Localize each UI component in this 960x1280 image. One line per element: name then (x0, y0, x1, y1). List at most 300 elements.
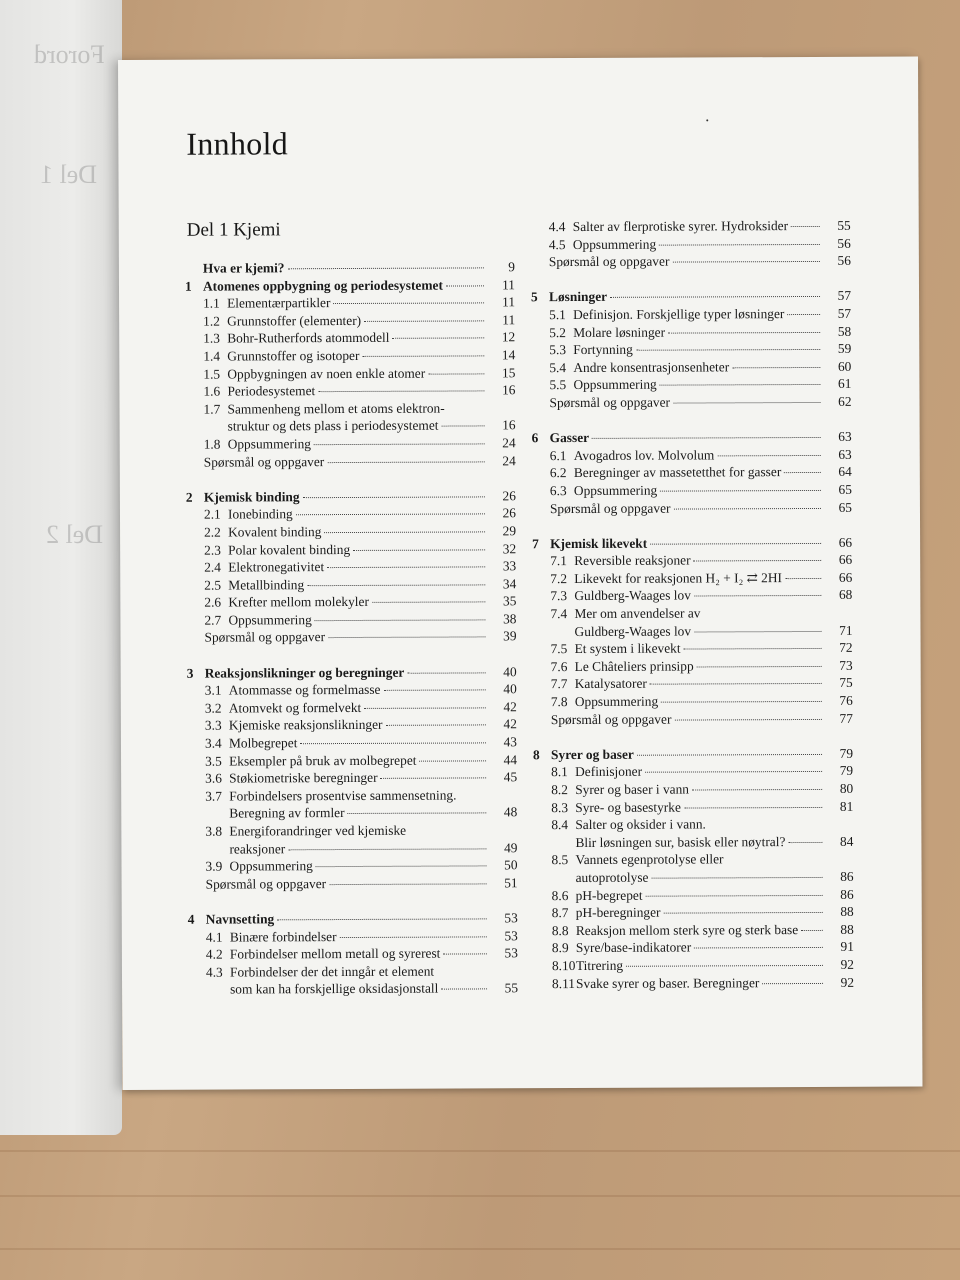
toc-entry-title: Spørsmål og oppgaver (548, 253, 670, 270)
toc-left-column (185, 258, 518, 998)
toc-page-number: 45 (503, 769, 518, 785)
toc-entry-title: Spørsmål og oppgaver (204, 629, 326, 646)
toc-entry (532, 569, 852, 588)
dot-leader (407, 672, 485, 673)
dot-leader (381, 778, 487, 779)
toc-entry-number: 8.8 (551, 922, 569, 938)
toc-entry-title: Oppsummering (573, 376, 657, 393)
toc-entry (187, 681, 517, 700)
toc-entry-title: Titrering (575, 957, 624, 973)
toc-page-number: 24 (502, 452, 516, 468)
dot-leader (650, 683, 822, 685)
toc-entry (532, 604, 852, 623)
toc-page-number: 77 (839, 710, 853, 726)
toc-page-number: 86 (840, 886, 854, 902)
toc-entry-title: Spørsmål og oppgaver (203, 453, 325, 470)
dot-leader (383, 690, 485, 691)
toc-page-number: 38 (503, 611, 517, 627)
toc-entry (534, 973, 854, 992)
dot-leader (353, 549, 485, 551)
toc-page-number: 66 (838, 569, 853, 585)
toc-entry (533, 833, 853, 852)
toc-page-number: 65 (838, 499, 852, 515)
toc-entry-number: 7.1 (550, 553, 567, 569)
toc-entry (533, 797, 853, 816)
dot-leader (694, 947, 823, 949)
toc-entry-title: Støkiometriske beregninger (229, 770, 378, 786)
toc-entry-title: Polar kovalent binding (228, 541, 351, 558)
toc-entry-title: Molbegrepet (228, 735, 298, 751)
toc-entry-title: Forbindelser mellom metall og syrerest (229, 945, 441, 962)
toc-entry-title: reaksjoner (229, 840, 286, 857)
toc-chapter-entry (531, 287, 851, 306)
toc-entry-title: Vannets egenprotolyse eller (575, 851, 724, 868)
toc-page-number: 33 (502, 558, 517, 574)
toc-entry-number: 1.4 (203, 348, 221, 364)
toc-entry-number: 5.3 (549, 342, 567, 358)
toc-entry-title: Eksempler på bruk av molbegrepet (229, 752, 417, 769)
toc-page-number: 56 (837, 252, 851, 269)
toc-page-number: 44 (503, 751, 518, 767)
toc-entry-number: 8.10 (551, 957, 576, 974)
toc-entry-number: 8.5 (551, 852, 569, 868)
toc-entry-number: 5.4 (549, 359, 567, 375)
toc-page-number: 63 (838, 428, 852, 444)
toc-entry-number: 8.7 (551, 905, 569, 921)
toc-entry-title: Avogadros lov. Molvolum (573, 447, 715, 463)
dot-leader (703, 614, 821, 615)
toc-entry-number: 3.2 (204, 700, 222, 716)
toc-spacer (533, 727, 853, 746)
toc-entry (187, 804, 517, 823)
toc-entry-number: 4.2 (205, 946, 223, 962)
toc-entry (533, 762, 853, 781)
toc-entry-number: 1.3 (203, 330, 220, 347)
dot-leader (646, 894, 823, 896)
toc-entry (533, 692, 853, 711)
toc-entry-title: Kjemisk binding (203, 488, 300, 505)
toc-entry-title: Syre/base-indikatorer (575, 939, 692, 956)
dot-leader (318, 391, 484, 393)
toc-page-number: 80 (839, 780, 854, 796)
toc-entry (531, 393, 851, 412)
toc-entry (187, 856, 517, 875)
toc-page-number: 88 (840, 903, 854, 920)
toc-page-number: 56 (837, 235, 851, 251)
toc-entry (186, 452, 516, 471)
toc-page-number: 88 (840, 921, 854, 937)
toc-entry-number: 3.3 (204, 717, 222, 734)
toc-entry-number: 1.7 (203, 401, 221, 417)
toc-entry-number: 3.7 (205, 788, 222, 804)
toc-page-number: 63 (838, 446, 852, 462)
dot-leader (287, 267, 483, 269)
toc-entry-title: som kan ha forskjellige oksidasjonstall (230, 980, 439, 997)
toc-entry-title: Grunnstoffer og isotoper (227, 347, 360, 364)
toc-page-number: 50 (504, 857, 518, 873)
toc-entry (187, 733, 517, 752)
toc-chapter-entry (532, 428, 852, 447)
dot-leader (428, 373, 484, 374)
toc-entry-title: Oppsummering (228, 612, 312, 628)
toc-page-number: 43 (503, 734, 518, 750)
toc-entry (533, 709, 853, 728)
toc-page-number: 32 (502, 540, 517, 556)
facing-page: Forord Del 1 Del 2 (0, 0, 122, 1135)
dot-leader (732, 367, 820, 368)
toc-entry-title: Gasser (549, 430, 590, 446)
toc-page-number: 40 (503, 681, 517, 697)
toc-entry-title: Atommasse og formelmasse (228, 682, 381, 698)
toc-entry-title: Kovalent binding (228, 524, 322, 540)
dot-leader (717, 455, 820, 456)
dot-leader (636, 349, 820, 351)
toc-page-number: 42 (503, 716, 517, 732)
toc-spacer (187, 645, 517, 664)
toc-entry-number: 8.4 (551, 817, 569, 833)
toc-entry (186, 540, 516, 559)
dot-leader (626, 965, 823, 967)
toc-entry-title: Oppsummering (573, 482, 658, 498)
dot-leader (441, 989, 487, 990)
toc-entry-title: Svake syrer og baser. Beregninger (575, 974, 760, 991)
toc-entry-title: Oppsummering (229, 858, 313, 874)
toc-entry-title: Elektronegativitet (228, 559, 325, 575)
toc-spacer (532, 516, 852, 535)
toc-entry-number: 3.5 (205, 753, 222, 769)
toc-entry-title: Oppbygningen av noen enkle atomer (227, 365, 426, 382)
toc-page-number: 68 (838, 587, 853, 603)
toc-entry-title: autoprotolyse (575, 869, 649, 885)
dot-leader (787, 314, 820, 315)
toc-page-number: 24 (502, 435, 516, 451)
toc-entry-number: 7.8 (550, 694, 568, 710)
dot-leader (340, 936, 487, 938)
toc-entry-title: Oppsummering (572, 236, 657, 252)
toc-entry-number: 7.4 (550, 606, 568, 622)
toc-entry (534, 903, 854, 922)
toc-page-number: 73 (839, 657, 853, 673)
toc-page-number: 16 (502, 417, 516, 433)
dot-leader (300, 742, 486, 744)
contents-page (118, 57, 922, 1090)
toc-entry-number: 6.3 (549, 482, 567, 499)
dot-leader (392, 338, 484, 339)
toc-entry (534, 885, 854, 904)
toc-entry (533, 815, 853, 834)
dot-leader (673, 402, 821, 404)
toc-entry-title: Spørsmål og oppgaver (550, 711, 672, 727)
toc-page-number: 53 (504, 945, 518, 961)
toc-entry (187, 751, 517, 770)
dot-leader (610, 296, 820, 298)
toc-entry-number: 3.1 (204, 682, 222, 698)
toc-page-number: 48 (503, 804, 518, 820)
toc-chapter-entry (185, 258, 515, 277)
toc-entry-number: 1 (184, 278, 192, 294)
toc-entry-title: Metallbinding (228, 576, 305, 593)
toc-entry (185, 399, 515, 418)
toc-entry-number: 8.3 (551, 799, 569, 815)
toc-entry-number: 5.1 (549, 307, 566, 323)
toc-entry (532, 551, 852, 570)
toc-page-number: 11 (502, 312, 516, 328)
toc-entry (185, 364, 515, 383)
dot-leader (592, 437, 821, 439)
toc-entry (531, 322, 851, 341)
toc-entry-number: 4.1 (205, 929, 223, 945)
toc-entry-number: 5.5 (549, 377, 567, 393)
toc-entry (534, 868, 854, 887)
dot-leader (441, 426, 484, 427)
toc-entry-number: 7.3 (550, 588, 568, 604)
toc-entry-number: 4 (187, 911, 195, 927)
dot-leader (788, 842, 822, 843)
toc-entry-title: pH-beregninger (575, 904, 661, 921)
dot-leader (684, 807, 822, 809)
dot-leader (385, 725, 485, 726)
dot-leader (801, 930, 823, 931)
toc-entry (185, 293, 515, 312)
toc-page-number: 92 (840, 956, 854, 972)
dot-leader (684, 648, 822, 650)
toc-entry-title: Reversible reaksjoner (574, 552, 691, 569)
toc-entry-number: 4.5 (548, 236, 566, 252)
toc-entry-number: 2 (185, 489, 193, 505)
toc-page-number: 60 (837, 358, 852, 374)
toc-entry-title: Spørsmål og oppgaver (549, 394, 671, 411)
toc-entry (532, 621, 852, 640)
toc-entry-number: 1.1 (203, 295, 220, 311)
toc-entry (187, 821, 517, 840)
toc-page-number: 42 (503, 699, 517, 715)
toc-entry-title: Reaksjon mellom sterk syre og sterk base (575, 921, 799, 938)
toc-page-number: 79 (839, 745, 854, 761)
toc-page-number: 40 (503, 663, 517, 679)
toc-entry-title: Andre konsentrasjonsenheter (573, 359, 730, 375)
toc-entry-title: Oppsummering (574, 693, 659, 710)
toc-entry-title: Salter og oksider i vann. (575, 816, 706, 833)
toc-spacer (532, 410, 852, 429)
toc-entry-title: Likevekt for reaksjonen H₂ + I₂ ⇄ 2HI (574, 569, 783, 586)
toc-page-number: 84 (839, 833, 854, 849)
toc-entry-number: 2.7 (204, 612, 222, 628)
toc-entry (185, 311, 515, 330)
toc-entry-number: 2.3 (204, 542, 221, 558)
toc-page-number: 64 (838, 464, 852, 480)
toc-entry-title: Kjemiske reaksjonslikninger (228, 717, 383, 733)
toc-entry-title: Beregning av formler (229, 805, 345, 821)
toc-entry (185, 329, 515, 348)
dot-leader (637, 754, 822, 756)
toc-entry-number: 3.6 (205, 770, 222, 786)
dot-leader (694, 631, 821, 633)
toc-page-number: 39 (503, 628, 517, 644)
page-title: Innhold (186, 125, 289, 162)
toc-entry-number: 7.6 (550, 658, 568, 674)
toc-page-number: 66 (838, 534, 853, 550)
dot-leader (651, 877, 822, 879)
dot-leader (694, 595, 821, 597)
toc-entry-title: Bohr-Rutherfords atommodell (227, 330, 390, 346)
toc-entry-title: Kjemisk likevekt (550, 535, 648, 551)
toc-page-number: 62 (838, 393, 852, 409)
dot-leader (419, 760, 486, 761)
toc-page-number: 71 (839, 622, 853, 638)
toc-entry (531, 305, 851, 324)
toc-entry (533, 674, 853, 693)
toc-entry-number: 2.6 (204, 594, 222, 610)
toc-entry (187, 768, 517, 787)
toc-entry-number: 3 (186, 665, 194, 681)
toc-entry-title: Sammenheng mellom et atoms elektron- (227, 400, 445, 417)
dot-leader (288, 848, 486, 850)
dot-leader (660, 384, 821, 386)
toc-entry (531, 375, 851, 394)
toc-entry (532, 481, 852, 500)
toc-entry (188, 874, 518, 893)
toc-page-number: 59 (837, 340, 852, 357)
dot-leader (446, 285, 484, 286)
toc-page-number: 75 (839, 675, 853, 691)
toc-entry (531, 340, 851, 359)
toc-entry-title: Periodesystemet (227, 383, 316, 399)
dot-leader (277, 918, 487, 920)
dot-leader (364, 320, 484, 322)
toc-entry (533, 639, 853, 658)
toc-entry-number: 8 (533, 746, 540, 763)
toc-chapter-entry (187, 663, 517, 682)
toc-entry-number: 1.8 (203, 436, 221, 452)
toc-entry-number: 2.1 (203, 506, 221, 522)
toc-entry-number: 6 (531, 430, 539, 446)
dot-leader (372, 602, 485, 603)
toc-entry-title: Reaksjonslikninger og beregninger (204, 664, 405, 681)
toc-page-number: 26 (502, 487, 516, 504)
toc-entry-title: Beregninger av massetetthet for gasser (573, 464, 782, 481)
dot-leader (327, 566, 485, 568)
toc-page-number: 76 (839, 692, 853, 708)
toc-entry-title: Energiforandringer ved kjemiske (229, 822, 407, 839)
toc-entry-title: Et system i likevekt (574, 640, 681, 657)
toc-entry-number: 2.2 (204, 524, 221, 540)
toc-entry (534, 921, 854, 940)
toc-entry-number: 8.6 (551, 887, 569, 903)
dot-leader (784, 472, 821, 473)
toc-entry-number: 6.1 (549, 447, 567, 463)
dot-leader (315, 619, 486, 621)
toc-page-number: 58 (837, 323, 852, 339)
part-title: Del 1 Kjemi (186, 219, 281, 241)
toc-entry-title: Spørsmål og oppgaver (205, 875, 327, 892)
toc-entry (534, 938, 854, 957)
toc-entry-title: Mer om anvendelser av (574, 605, 701, 622)
toc-entry (186, 610, 516, 629)
dot-leader (362, 355, 484, 357)
toc-entry (188, 927, 518, 946)
toc-entry-number: 5.2 (549, 324, 566, 340)
toc-chapter-entry (533, 745, 853, 764)
toc-entry-title: Definisjoner (575, 764, 643, 780)
dot-leader (659, 244, 820, 246)
dot-leader (672, 261, 820, 263)
toc-entry (188, 962, 518, 981)
toc-entry (533, 850, 853, 869)
toc-entry (185, 346, 515, 365)
dot-leader (645, 771, 822, 773)
toc-spacer (188, 892, 518, 911)
dot-leader (329, 883, 487, 885)
toc-entry-number: 1.5 (203, 366, 221, 382)
dot-leader (697, 666, 822, 668)
toc-entry (186, 628, 516, 647)
toc-page-number: 53 (504, 910, 518, 926)
toc-entry-title: Definisjon. Forskjellige typer løsninger (573, 306, 785, 322)
toc-entry (532, 498, 852, 517)
dot-leader (364, 707, 486, 709)
toc-entry-number: 7 (532, 535, 539, 551)
toc-entry (188, 980, 518, 999)
toc-entry-title: Guldberg-Waages lov (574, 587, 691, 604)
toc-entry-title: pH-begrepet (575, 887, 643, 903)
toc-page-number: 92 (840, 974, 855, 990)
dot-leader (324, 531, 485, 533)
toc-page-number: 12 (501, 329, 516, 345)
toc-entry-title: Løsninger (549, 289, 608, 305)
toc-entry (531, 234, 851, 253)
toc-page-number: 53 (504, 927, 518, 943)
dot-leader (348, 813, 487, 815)
toc-entry-title: Guldberg-Waages lov (574, 623, 692, 639)
toc-entry-title: struktur og dets plass i periodesystemet (227, 417, 439, 434)
dot-leader (314, 443, 485, 445)
dot-leader (762, 982, 823, 983)
toc-entry-number: 1.6 (203, 383, 221, 399)
toc-entry-title: Salter av flerprotiske syrer. Hydroksider (572, 218, 789, 235)
toc-page-number: 79 (839, 763, 854, 779)
toc-entry (186, 557, 516, 576)
toc-page-number: 91 (840, 939, 854, 955)
toc-entry (533, 657, 853, 676)
toc-entry-title: Forbindelser der det inngår et element (229, 963, 435, 980)
toc-page-number: 57 (837, 305, 852, 321)
dot-leader (333, 303, 484, 305)
toc-entry-title: Navnsetting (205, 911, 275, 927)
toc-entry (532, 446, 852, 465)
toc-entry-number: 1.2 (203, 313, 220, 329)
toc-entry (186, 522, 516, 541)
toc-page-number: 49 (504, 839, 518, 855)
toc-page-number: 51 (504, 875, 518, 891)
toc-entry-title: Syrer og baser i vann (575, 781, 690, 798)
toc-page-number: 55 (504, 980, 519, 996)
toc-entry-title: Le Châteliers prinsipp (574, 658, 694, 674)
toc-page-number: 14 (501, 347, 516, 363)
dot-leader (673, 507, 821, 509)
toc-entry (186, 434, 516, 453)
toc-entry (531, 252, 851, 271)
toc-page-number: 11 (502, 294, 516, 310)
toc-entry-title: Binære forbindelser (229, 928, 337, 945)
dot-leader (443, 954, 487, 955)
toc-page-number: 55 (837, 217, 851, 233)
dot-leader (296, 514, 485, 516)
toc-page-number: 86 (840, 868, 854, 884)
toc-entry-number: 7.2 (550, 570, 568, 586)
toc-spacer (186, 469, 516, 488)
toc-spacer (531, 270, 851, 289)
toc-entry-number: 7.5 (550, 641, 568, 657)
